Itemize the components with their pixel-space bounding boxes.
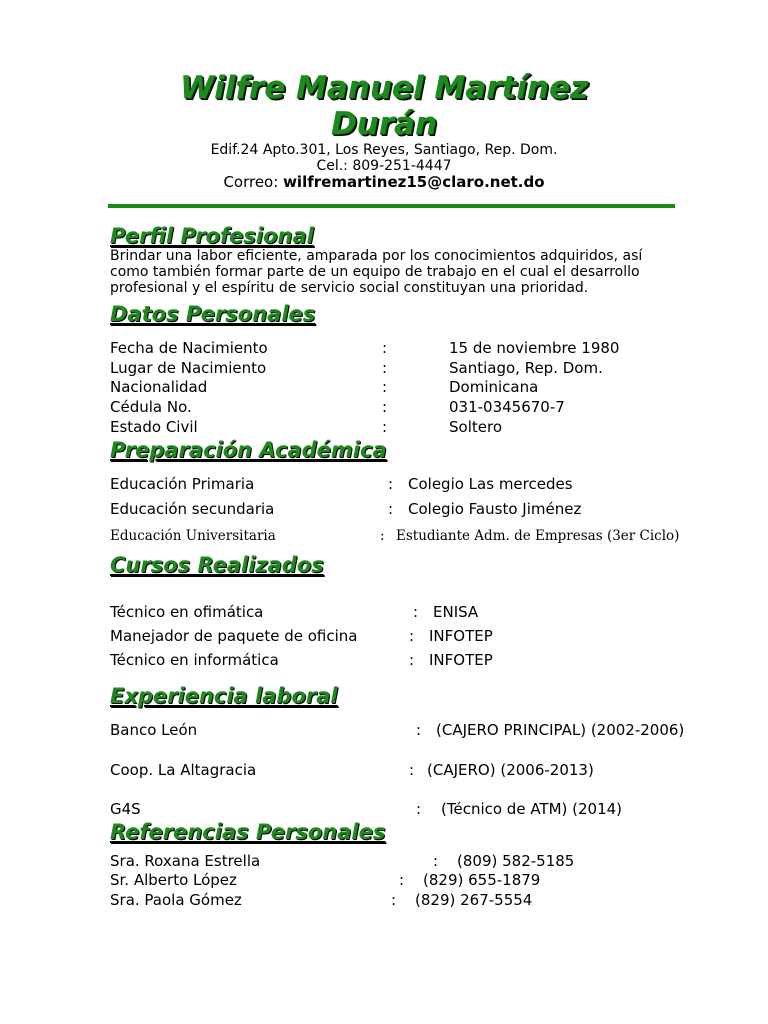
cursos-value: ENISA [433, 603, 479, 621]
separator: : [382, 378, 388, 396]
referencias-value: (829) 267-5554 [415, 891, 533, 909]
datos-label: Nacionalidad [110, 378, 208, 396]
separator: : [409, 651, 415, 669]
separator: : [382, 398, 388, 416]
academica-label: Educación Primaria [110, 475, 255, 493]
academica-value: Colegio Fausto Jiménez [408, 500, 582, 518]
cursos-value: INFOTEP [429, 651, 493, 669]
email-address[interactable]: wilfremartinez15@claro.net.do [283, 173, 545, 191]
separator: : [399, 871, 405, 889]
datos-value: Soltero [449, 418, 502, 436]
academica-value: Estudiante Adm. de Empresas (3er Ciclo) [396, 528, 680, 544]
experiencia-label: Banco León [110, 721, 198, 739]
separator: : [382, 359, 388, 377]
experiencia-value: (CAJERO PRINCIPAL) (2002-2006) [436, 721, 685, 739]
experiencia-value: (Técnico de ATM) (2014) [441, 800, 623, 818]
cursos-label: Técnico en informática [110, 651, 279, 669]
separator: : [409, 761, 415, 779]
separator: : [416, 800, 422, 818]
referencias-heading: Referencias Personales [110, 820, 386, 844]
referencias-value: (829) 655-1879 [423, 871, 541, 889]
datos-label: Fecha de Nacimiento [110, 339, 268, 357]
datos-value: Dominicana [449, 378, 539, 396]
separator: : [391, 891, 397, 909]
datos-heading: Datos Personales [110, 302, 316, 326]
address: Edif.24 Apto.301, Los Reyes, Santiago, Rep. Dom. [210, 142, 558, 158]
academica-label: Educación Universitaria [110, 528, 276, 544]
candidate-name-line2: Durán [330, 106, 438, 142]
perfil-heading: Perfil Profesional [110, 224, 314, 248]
cursos-label: Técnico en ofimática [110, 603, 264, 621]
datos-value: 15 de noviembre 1980 [449, 339, 620, 357]
datos-label: Lugar de Nacimiento [110, 359, 267, 377]
separator: : [413, 603, 419, 621]
experiencia-value: (CAJERO) (2006-2013) [427, 761, 594, 779]
email-label: Correo: [223, 173, 279, 191]
phone: Cel.: 809-251-4447 [316, 158, 452, 174]
academica-value: Colegio Las mercedes [408, 475, 573, 493]
perfil-text: Brindar una labor eficiente, amparada por los conocimientos adquiridos, así como también formar parte de un equipo de trabajo en el cual el desarrollo profesional y el espíritu de servicio social constituyan una prioridad. [110, 248, 643, 296]
experiencia-heading: Experiencia laboral [110, 684, 338, 708]
experiencia-label: Coop. La Altagracia [110, 761, 257, 779]
cursos-heading: Cursos Realizados [110, 553, 324, 577]
datos-label: Cédula No. [110, 398, 192, 416]
separator: : [409, 627, 415, 645]
separator: : [388, 475, 394, 493]
separator: : [416, 721, 422, 739]
referencias-value: (809) 582-5185 [457, 852, 575, 870]
candidate-name-line1: Wilfre Manuel Martínez [179, 70, 589, 106]
cursos-label: Manejador de paquete de oficina [110, 627, 358, 645]
datos-value: 031-0345670-7 [449, 398, 565, 416]
referencias-label: Sr. Alberto López [110, 871, 237, 889]
cursos-value: INFOTEP [429, 627, 493, 645]
separator: : [380, 528, 385, 544]
separator: : [382, 418, 388, 436]
referencias-label: Sra. Paola Gómez [110, 891, 242, 909]
datos-value: Santiago, Rep. Dom. [449, 359, 603, 377]
academica-heading: Preparación Académica [110, 438, 387, 462]
referencias-label: Sra. Roxana Estrella [110, 852, 261, 870]
separator: : [433, 852, 439, 870]
separator: : [388, 500, 394, 518]
email-line [0, 174, 768, 190]
experiencia-label: G4S [110, 800, 141, 818]
separator: : [382, 339, 388, 357]
datos-label: Estado Civil [110, 418, 198, 436]
header-divider [108, 204, 675, 208]
academica-label: Educación secundaria [110, 500, 275, 518]
